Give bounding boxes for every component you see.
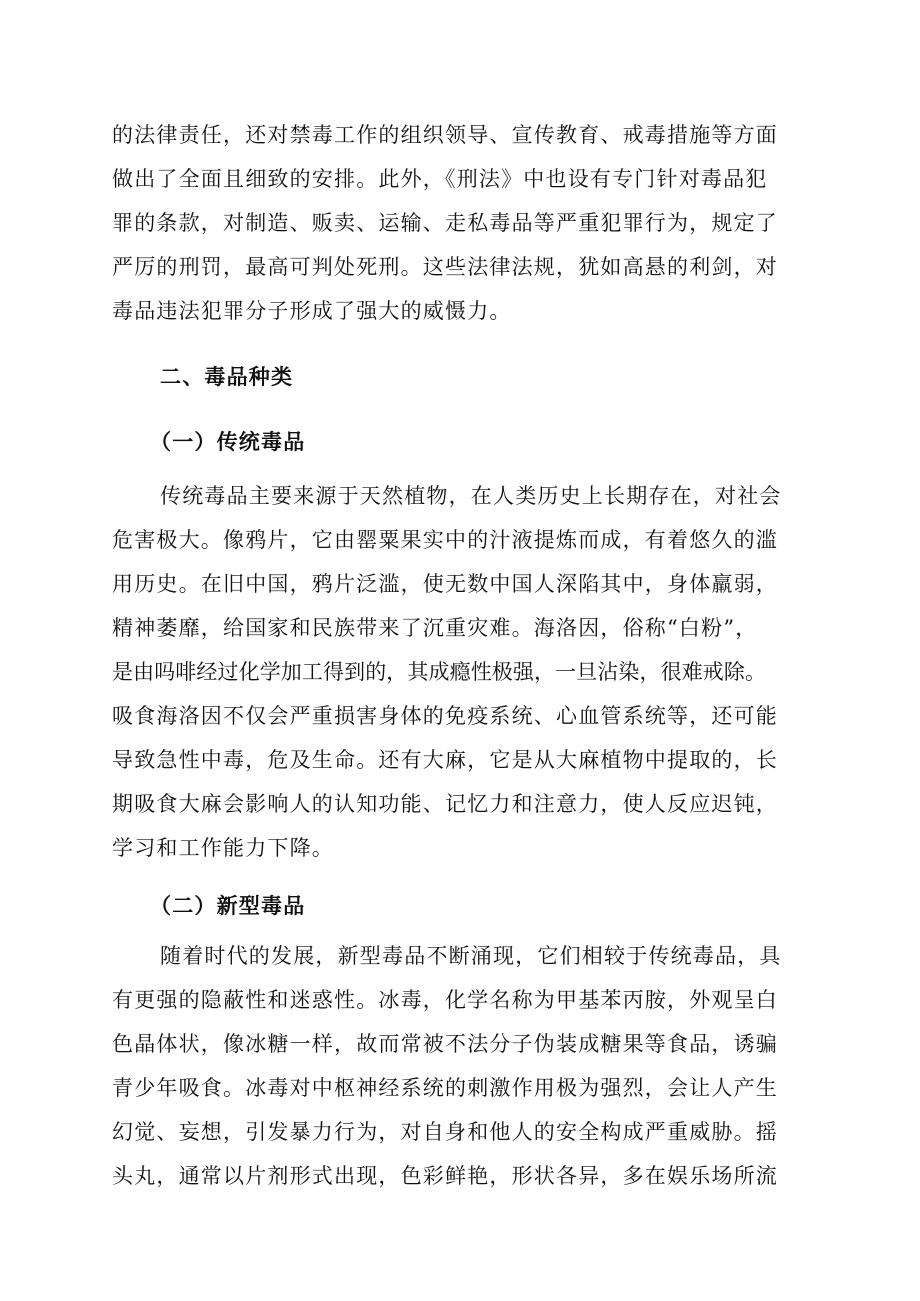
intro-line: 罪的条款，对制造、贩卖、运输、走私毒品等严重犯罪行为，规定了 (112, 211, 778, 235)
paragraph-line: 导致急性中毒，危及生命。还有大麻，它是从大麻植物中提取的，长 (112, 748, 778, 772)
paragraph-line: 色晶体状，像冰糖一样，故而常被不法分子伪装成糖果等食品，诱骗 (112, 1032, 778, 1056)
paragraph-line: 吸食海洛因不仅会严重损害身体的免疫系统、心血管系统等，还可能 (112, 704, 778, 728)
paragraph-line: 是由吗啡经过化学加工得到的，其成瘾性极强，一旦沾染，很难戒除。 (112, 660, 767, 684)
intro-line: 毒品违法犯罪分子形成了强大的威慑力。 (112, 299, 512, 323)
paragraph-line: 学习和工作能力下降。 (112, 836, 334, 860)
paragraph-line: 危害极大。像鸦片，它由罂粟果实中的汁液提炼而成，有着悠久的滥 (112, 528, 778, 552)
intro-line: 做出了全面且细致的安排。此外，《刑法》中也设有专门针对毒品犯 (112, 167, 768, 191)
intro-paragraph (112, 113, 812, 333)
intro-line: 的法律责任，还对禁毒工作的组织领导、宣传教育、戒毒措施等方面 (112, 123, 778, 147)
paragraph-line: 幻觉、妄想，引发暴力行为，对自身和他人的安全构成严重威胁。摇 (112, 1120, 778, 1144)
paragraph-line: 期吸食大麻会影响人的认知功能、记忆力和注意力，使人反应迟钝， (112, 792, 778, 816)
traditional-drugs-paragraph (112, 474, 812, 870)
paragraph-line: 传统毒品主要来源于天然植物，在人类历史上长期存在，对社会 (160, 484, 782, 508)
subsection-heading: （二）新型毒品 (150, 893, 306, 918)
paragraph-line: 用历史。在旧中国，鸦片泛滥，使无数中国人深陷其中，身体羸弱， (112, 572, 778, 596)
paragraph-line: 头丸，通常以片剂形式出现，色彩鲜艳，形状各异，多在娱乐场所流 (112, 1164, 778, 1188)
section-heading: 二、毒品种类 (160, 364, 294, 389)
paragraph-line: 青少年吸食。冰毒对中枢神经系统的刺激作用极为强烈，会让人产生 (112, 1076, 778, 1100)
intro-line: 严厉的刑罚，最高可判处死刑。这些法律法规，犹如高悬的利剑，对 (112, 255, 778, 279)
subsection-heading: （一）传统毒品 (150, 429, 306, 454)
new-drugs-paragraph (112, 934, 812, 1198)
paragraph-line: 随着时代的发展，新型毒品不断涌现，它们相较于传统毒品，具 (160, 944, 782, 968)
paragraph-line: 精神萎靡，给国家和民族带来了沉重灾难。海洛因，俗称“白粉”， (112, 616, 758, 640)
paragraph-line: 有更强的隐蔽性和迷惑性。冰毒，化学名称为甲基苯丙胺，外观呈白 (112, 988, 778, 1012)
